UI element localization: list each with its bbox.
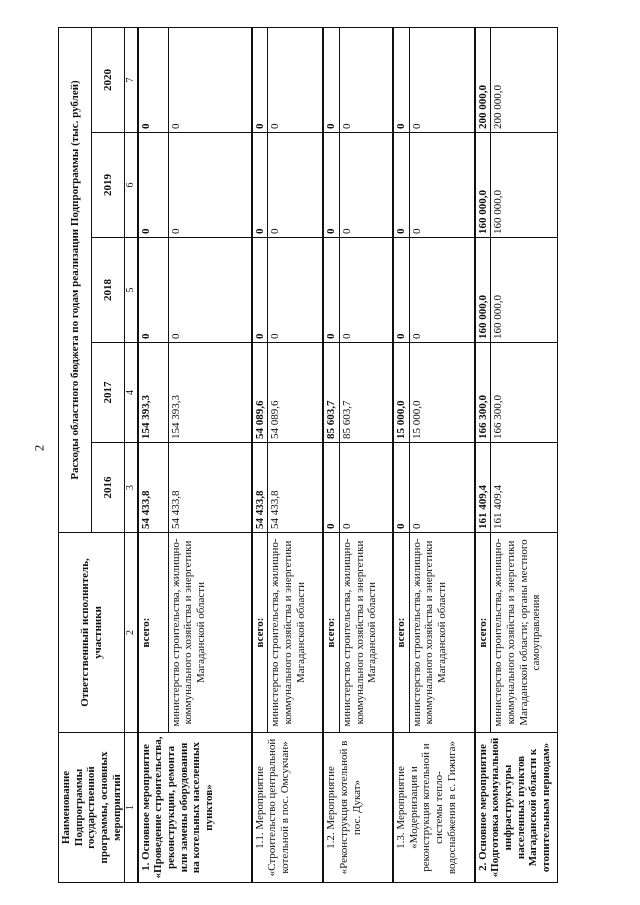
header-expenses: Расходы областного бюджета по годам реализации Подпрограммы (тыс. рублей): [59, 27, 92, 532]
index-cell: 5: [125, 238, 138, 343]
value-cell: 0: [268, 133, 324, 238]
value-cell: 166 300,0: [491, 343, 558, 443]
value-cell: 54 433,8: [168, 443, 252, 533]
total-value: 0: [393, 133, 409, 238]
total-value: 200 000,0: [475, 27, 491, 132]
index-row: [125, 27, 138, 882]
value-cell: 0: [339, 133, 393, 238]
rotated-page: [58, 28, 563, 883]
value-cell: 0: [168, 27, 252, 132]
value-cell: 0: [168, 133, 252, 238]
header-year: 2018: [92, 238, 125, 343]
total-value: 0: [323, 238, 339, 343]
total-value: 0: [138, 27, 169, 132]
value-cell: 161 409,4: [491, 443, 558, 533]
total-value: 54 433,8: [138, 443, 169, 533]
executor-text: министерство строительства, жилищно-коммунального хозяйства и энергетики Магаданской области: [409, 533, 475, 733]
total-value: 15 000,0: [393, 343, 409, 443]
header-year: 2016: [92, 443, 125, 533]
expenses-table: [58, 27, 558, 883]
value-cell: 0: [409, 238, 475, 343]
value-cell: 154 393,3: [168, 343, 252, 443]
index-cell: 2: [125, 533, 138, 733]
total-value: 0: [393, 238, 409, 343]
value-cell: 0: [409, 27, 475, 132]
section-total-row: [323, 27, 339, 882]
value-cell: 0: [268, 27, 324, 132]
total-label: всего:: [252, 533, 268, 733]
section-name: 1.1. Мероприятие «Строительство центральной котельной в пос. Омсукчан»: [252, 733, 324, 883]
value-cell: 85 603,7: [339, 343, 393, 443]
index-cell: 7: [125, 27, 138, 132]
executor-text: министерство строительства, жилищно-коммунального хозяйства и энергетики Магаданской области: [339, 533, 393, 733]
section-name: 1.2. Мероприятие «Реконструкция котельной в пос. Дукат»: [323, 733, 393, 883]
value-cell: 0: [168, 238, 252, 343]
value-cell: 0: [339, 443, 393, 533]
value-cell: 200 000,0: [491, 27, 558, 132]
index-cell: 3: [125, 443, 138, 533]
header-name: Наименование Подпрограммы государственной программы, основных мероприятий: [59, 733, 125, 883]
header-year: 2020: [92, 27, 125, 132]
total-value: 0: [252, 133, 268, 238]
total-value: 0: [323, 443, 339, 533]
value-cell: 0: [339, 238, 393, 343]
section-total-row: [252, 27, 268, 882]
total-label: всего:: [323, 533, 339, 733]
value-cell: 0: [339, 27, 393, 132]
header-year: 2017: [92, 343, 125, 443]
section-name: 1.3. Мероприятие «Модернизация и реконструкция котельной и системы тепло-водоснабжения в с. Гижига»: [393, 733, 475, 883]
total-value: 0: [393, 27, 409, 132]
total-value: 54 433,8: [252, 443, 268, 533]
value-cell: 0: [409, 443, 475, 533]
total-value: 85 603,7: [323, 343, 339, 443]
index-cell: 6: [125, 133, 138, 238]
total-value: 166 300,0: [475, 343, 491, 443]
total-value: 54 089,6: [252, 343, 268, 443]
page-number: 2: [31, 444, 47, 452]
header-executor: Ответственный исполнитель, участники: [59, 533, 125, 733]
index-cell: 4: [125, 343, 138, 443]
total-value: 0: [252, 238, 268, 343]
total-value: 160 000,0: [475, 238, 491, 343]
total-value: 0: [393, 443, 409, 533]
section-total-row: [393, 27, 409, 882]
total-label: всего:: [138, 533, 169, 733]
total-value: 0: [323, 133, 339, 238]
value-cell: 15 000,0: [409, 343, 475, 443]
total-label: всего:: [393, 533, 409, 733]
section-name: 2. Основное мероприятие «Подготовка коммунальной инфраструктуры населенных пунктов Магаданской области к отопительным периодам»: [475, 733, 558, 883]
section-total-row: [475, 27, 491, 882]
section-name: 1. Основное мероприятие «Проведение строительства, реконструкции, ремонта или замены оборудования на котельных населенных пунктов»: [138, 733, 252, 883]
total-value: 0: [138, 238, 169, 343]
value-cell: 54 089,6: [268, 343, 324, 443]
total-value: 160 000,0: [475, 133, 491, 238]
value-cell: 0: [268, 238, 324, 343]
total-value: 0: [138, 133, 169, 238]
executor-text: министерство строительства, жилищно-коммунального хозяйства и энергетики Магаданской области; органы местного самоуправления: [491, 533, 558, 733]
value-cell: 54 433,8: [268, 443, 324, 533]
value-cell: 160 000,0: [491, 238, 558, 343]
value-cell: 0: [409, 133, 475, 238]
value-cell: 160 000,0: [491, 133, 558, 238]
executor-text: министерство строительства, жилищно-коммунального хозяйства и энергетики Магаданской области: [268, 533, 324, 733]
total-label: всего:: [475, 533, 491, 733]
executor-text: министерство строительства, жилищно-коммунального хозяйства и энергетики Магаданской области: [168, 533, 252, 733]
index-cell: 1: [125, 733, 138, 883]
section-total-row: [138, 27, 169, 882]
total-value: 0: [252, 27, 268, 132]
total-value: 161 409,4: [475, 443, 491, 533]
total-value: 0: [323, 27, 339, 132]
header-year: 2019: [92, 133, 125, 238]
total-value: 154 393,3: [138, 343, 169, 443]
